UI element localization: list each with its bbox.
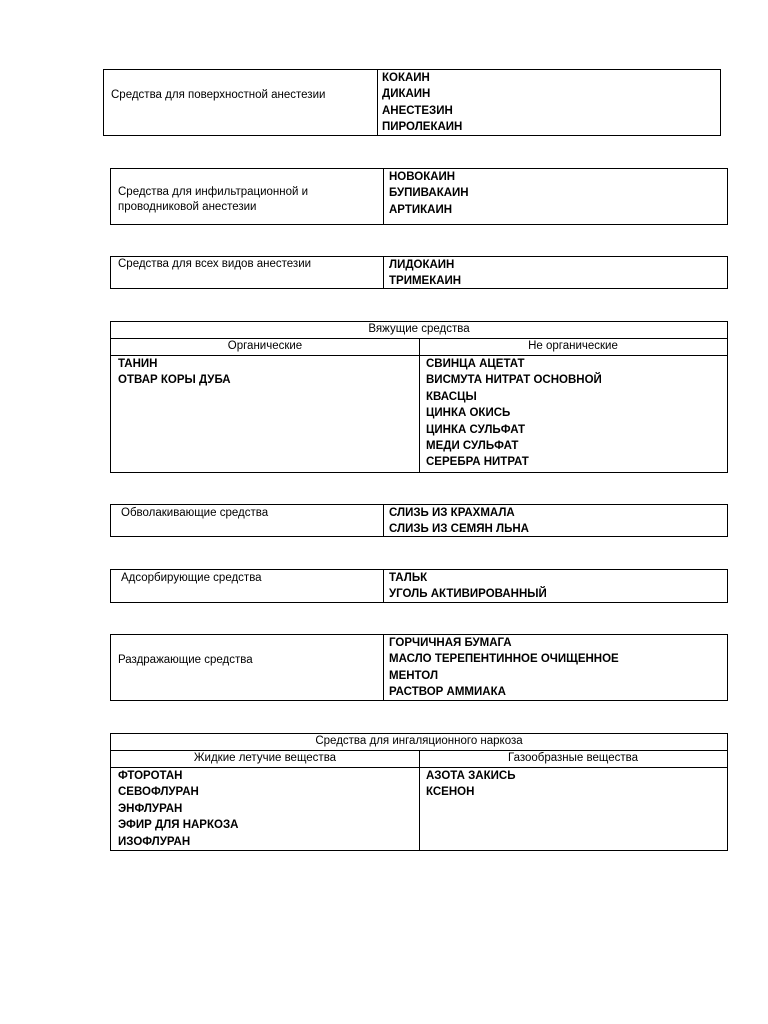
category-label: Средства для поверхностной анестезии [111,89,326,101]
drug-list [389,169,469,218]
list-item: СЛИЗЬ ИЗ КРАХМАЛА [389,507,515,519]
category-label: Раздражающие средства [118,654,253,666]
column-divider [377,70,378,135]
list-item: ДИКАИН [382,88,431,101]
list-item: ИЗОФЛУРАН [118,835,191,848]
left-column-list [118,768,238,850]
list-item: МЕДИ СУЛЬФАТ [426,440,519,453]
list-item: РАСТВОР АММИАКА [389,686,506,699]
category-label: Средства для всех видов анестезии [118,258,312,270]
right-column-list [426,356,602,471]
list-item: ВИСМУТА НИТРАТ ОСНОВНОЙ [426,374,602,387]
category-label-line: проводниковой анестезии [118,201,257,213]
table-astringents [110,321,728,473]
column-header-left: Жидкие летучие вещества [193,752,337,764]
column-divider [383,169,384,224]
list-item: КВАСЦЫ [426,390,477,403]
list-item: ЦИНКА СУЛЬФАТ [426,423,525,436]
table-irritants [110,634,728,701]
table-title: Вяжущие средства [368,323,470,335]
category-label [118,185,308,215]
category-label: Обволакивающие средства [121,507,269,519]
list-item: МАСЛО ТЕРЕПЕНТИННОЕ ОЧИЩЕННОЕ [389,653,619,666]
column-divider [383,257,384,288]
list-item: МЕНТОЛ [389,669,439,682]
table-title: Средства для ингаляционного наркоза [315,735,523,747]
list-item: СЕВОФЛУРАН [118,786,199,799]
list-item: ТАНИН [118,358,158,370]
table-enveloping [110,504,728,537]
column-divider [383,570,384,602]
list-item: ЛИДОКАИН [389,259,455,271]
table-adsorbents [110,569,728,603]
category-label: Адсорбирующие средства [121,572,262,584]
column-divider [383,505,384,536]
list-item: СВИНЦА АЦЕТАТ [426,358,525,370]
list-item: УГОЛЬ АКТИВИРОВАННЫЙ [389,588,547,601]
list-item: ЭНФЛУРАН [118,802,183,815]
list-item: АЗОТА ЗАКИСЬ [426,770,516,782]
list-item: ОТВАР КОРЫ ДУБА [118,374,231,387]
list-item: АНЕСТЕЗИН [382,104,453,117]
list-item: НОВОКАИН [389,171,456,183]
drug-list [382,70,462,136]
list-item: БУПИВАКАИН [389,187,469,200]
list-item: СЛИЗЬ ИЗ СЕМЯН ЛЬНА [389,523,529,536]
table-all-anesthesia [110,256,728,289]
list-item: КСЕНОН [426,786,475,799]
list-item: ЭФИР ДЛЯ НАРКОЗА [118,819,239,832]
column-divider [419,750,420,850]
column-header-right: Не органические [528,340,618,352]
table-infiltration-anesthesia [110,168,728,225]
drug-list [389,257,461,290]
list-item: АРТИКАИН [389,203,453,216]
column-divider [383,635,384,700]
right-column-list [426,768,515,801]
column-header-left: Органические [227,340,303,352]
list-item: ФТОРОТАН [118,770,183,782]
list-item: ТАЛЬК [389,572,428,584]
left-column-list [118,356,231,389]
list-item: ЦИНКА ОКИСЬ [426,407,511,420]
list-item: ТРИМЕКАИН [389,275,462,288]
list-item: СЕРЕБРА НИТРАТ [426,456,529,469]
category-label-line: Средства для инфильтрационной и [118,186,309,198]
list-item: ГОРЧИЧНАЯ БУМАГА [389,637,512,649]
list-item: ПИРОЛЕКАИН [382,121,463,134]
drug-list [389,635,619,701]
table-surface-anesthesia [103,69,721,136]
table-inhalation-anesthesia [110,733,728,851]
list-item: КОКАИН [382,72,430,84]
column-header-right: Газообразные вещества [507,752,638,764]
drug-list [389,505,529,538]
drug-list [389,570,547,603]
column-divider [419,338,420,472]
